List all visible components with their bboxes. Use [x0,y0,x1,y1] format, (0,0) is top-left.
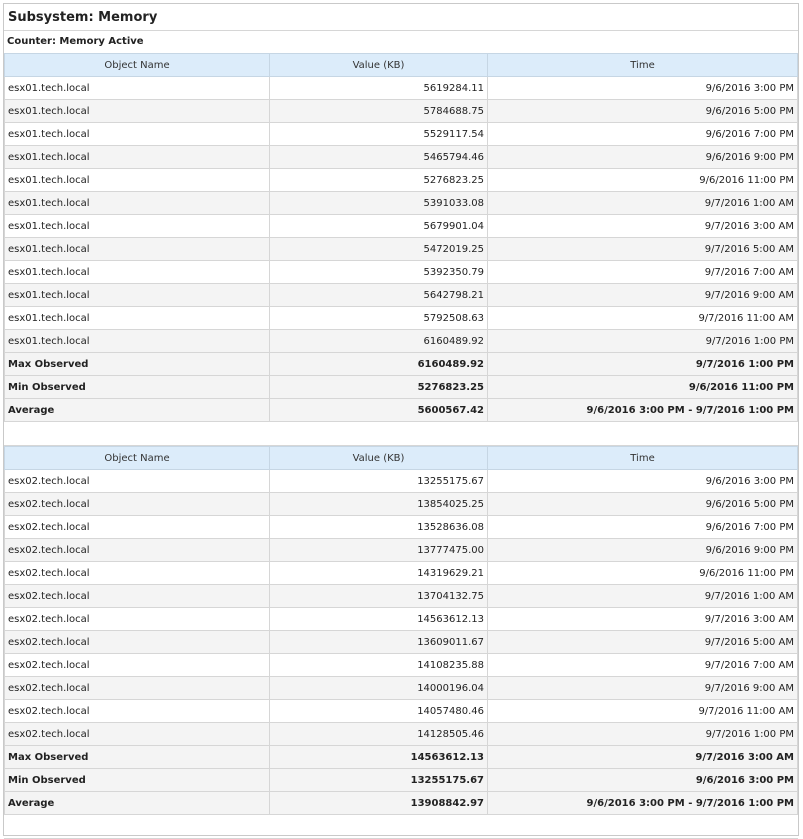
summary-label: Min Observed [5,769,270,792]
value-cell: 14000196.04 [270,677,488,700]
table-row [5,631,798,654]
table-row [5,330,798,353]
summary-time: 9/6/2016 3:00 PM [488,769,798,792]
object-name-cell: esx01.tech.local [5,307,270,330]
time-cell: 9/7/2016 9:00 AM [488,677,798,700]
table-row [5,284,798,307]
object-name-cell: esx02.tech.local [5,700,270,723]
data-table-esx01 [4,53,798,422]
summary-value: 5600567.42 [270,399,488,422]
table-row [5,723,798,746]
summary-row [5,792,798,815]
table-row [5,100,798,123]
table-row [5,238,798,261]
table-header-row [5,447,798,470]
summary-row [5,399,798,422]
summary-row [5,376,798,399]
table-body [5,470,798,815]
summary-value: 5276823.25 [270,376,488,399]
value-cell: 14563612.13 [270,608,488,631]
time-cell: 9/7/2016 7:00 AM [488,261,798,284]
table-spacer [4,815,798,839]
table-row [5,261,798,284]
object-name-cell: esx01.tech.local [5,284,270,307]
summary-label: Average [5,792,270,815]
summary-row [5,746,798,769]
value-cell: 13854025.25 [270,493,488,516]
value-cell: 5392350.79 [270,261,488,284]
table-row [5,516,798,539]
time-cell: 9/6/2016 7:00 PM [488,516,798,539]
time-cell: 9/7/2016 9:00 AM [488,284,798,307]
time-cell: 9/6/2016 5:00 PM [488,493,798,516]
table-row [5,493,798,516]
time-cell: 9/7/2016 5:00 AM [488,631,798,654]
time-cell: 9/6/2016 3:00 PM [488,470,798,493]
object-name-cell: esx01.tech.local [5,100,270,123]
time-cell: 9/7/2016 5:00 AM [488,238,798,261]
object-name-cell: esx01.tech.local [5,123,270,146]
value-cell: 5465794.46 [270,146,488,169]
table-header-row [5,54,798,77]
object-name-cell: esx01.tech.local [5,77,270,100]
value-cell: 5784688.75 [270,100,488,123]
table-row [5,215,798,238]
summary-time: 9/6/2016 11:00 PM [488,376,798,399]
time-cell: 9/7/2016 1:00 AM [488,585,798,608]
table-row [5,677,798,700]
summary-row [5,353,798,376]
summary-label: Min Observed [5,376,270,399]
time-cell: 9/7/2016 11:00 AM [488,700,798,723]
table-body [5,77,798,422]
summary-time: 9/6/2016 3:00 PM - 9/7/2016 1:00 PM [488,399,798,422]
object-name-cell: esx02.tech.local [5,677,270,700]
table-row [5,608,798,631]
value-cell: 5529117.54 [270,123,488,146]
value-cell: 5472019.25 [270,238,488,261]
summary-label: Max Observed [5,353,270,376]
object-name-cell: esx02.tech.local [5,562,270,585]
time-cell: 9/6/2016 9:00 PM [488,146,798,169]
time-cell: 9/7/2016 3:00 AM [488,608,798,631]
summary-label: Average [5,399,270,422]
time-cell: 9/7/2016 1:00 AM [488,192,798,215]
object-name-cell: esx01.tech.local [5,169,270,192]
object-name-cell: esx01.tech.local [5,192,270,215]
value-cell: 14319629.21 [270,562,488,585]
value-cell: 5276823.25 [270,169,488,192]
time-cell: 9/7/2016 7:00 AM [488,654,798,677]
value-cell: 14128505.46 [270,723,488,746]
object-name-cell: esx02.tech.local [5,493,270,516]
time-cell: 9/7/2016 1:00 PM [488,723,798,746]
value-cell: 13528636.08 [270,516,488,539]
value-cell: 14108235.88 [270,654,488,677]
table-row [5,539,798,562]
object-name-cell: esx02.tech.local [5,516,270,539]
data-table-esx02 [4,446,798,815]
object-name-cell: esx01.tech.local [5,330,270,353]
summary-time: 9/6/2016 3:00 PM - 9/7/2016 1:00 PM [488,792,798,815]
time-cell: 9/7/2016 11:00 AM [488,307,798,330]
object-name-cell: esx01.tech.local [5,215,270,238]
object-name-cell: esx02.tech.local [5,631,270,654]
counter-label: Counter: Memory Active [7,36,144,47]
summary-time: 9/7/2016 1:00 PM [488,353,798,376]
column-header-object-name[interactable]: Object Name [5,54,270,77]
summary-value: 13255175.67 [270,769,488,792]
summary-row [5,769,798,792]
table-row [5,192,798,215]
table-row [5,700,798,723]
value-cell: 13609011.67 [270,631,488,654]
value-cell: 13777475.00 [270,539,488,562]
object-name-cell: esx02.tech.local [5,723,270,746]
summary-label: Max Observed [5,746,270,769]
object-name-cell: esx02.tech.local [5,608,270,631]
time-cell: 9/6/2016 9:00 PM [488,539,798,562]
time-cell: 9/6/2016 5:00 PM [488,100,798,123]
summary-value: 14563612.13 [270,746,488,769]
report-title: Subsystem: Memory [4,4,798,31]
time-cell: 9/6/2016 11:00 PM [488,169,798,192]
table-row [5,470,798,493]
summary-value: 13908842.97 [270,792,488,815]
time-cell: 9/6/2016 3:00 PM [488,77,798,100]
object-name-cell: esx01.tech.local [5,238,270,261]
value-cell: 5391033.08 [270,192,488,215]
table-row [5,169,798,192]
object-name-cell: esx01.tech.local [5,261,270,284]
time-cell: 9/6/2016 11:00 PM [488,562,798,585]
table-row [5,77,798,100]
object-name-cell: esx02.tech.local [5,539,270,562]
table-row [5,307,798,330]
column-header-object-name[interactable]: Object Name [5,447,270,470]
summary-time: 9/7/2016 3:00 AM [488,746,798,769]
value-cell: 5792508.63 [270,307,488,330]
value-cell: 13704132.75 [270,585,488,608]
column-header-value[interactable]: Value (KB) [270,54,488,77]
table-row [5,654,798,677]
object-name-cell: esx02.tech.local [5,654,270,677]
value-cell: 5642798.21 [270,284,488,307]
table-row [5,585,798,608]
column-header-time[interactable]: Time [488,54,798,77]
time-cell: 9/7/2016 3:00 AM [488,215,798,238]
column-header-time[interactable]: Time [488,447,798,470]
time-cell: 9/6/2016 7:00 PM [488,123,798,146]
value-cell: 5679901.04 [270,215,488,238]
table-row [5,146,798,169]
table-spacer [4,422,798,446]
summary-value: 6160489.92 [270,353,488,376]
object-name-cell: esx02.tech.local [5,585,270,608]
table-row [5,562,798,585]
table-row [5,123,798,146]
memory-report [3,3,799,836]
value-cell: 5619284.11 [270,77,488,100]
value-cell: 6160489.92 [270,330,488,353]
column-header-value[interactable]: Value (KB) [270,447,488,470]
time-cell: 9/7/2016 1:00 PM [488,330,798,353]
object-name-cell: esx01.tech.local [5,146,270,169]
value-cell: 13255175.67 [270,470,488,493]
value-cell: 14057480.46 [270,700,488,723]
object-name-cell: esx02.tech.local [5,470,270,493]
